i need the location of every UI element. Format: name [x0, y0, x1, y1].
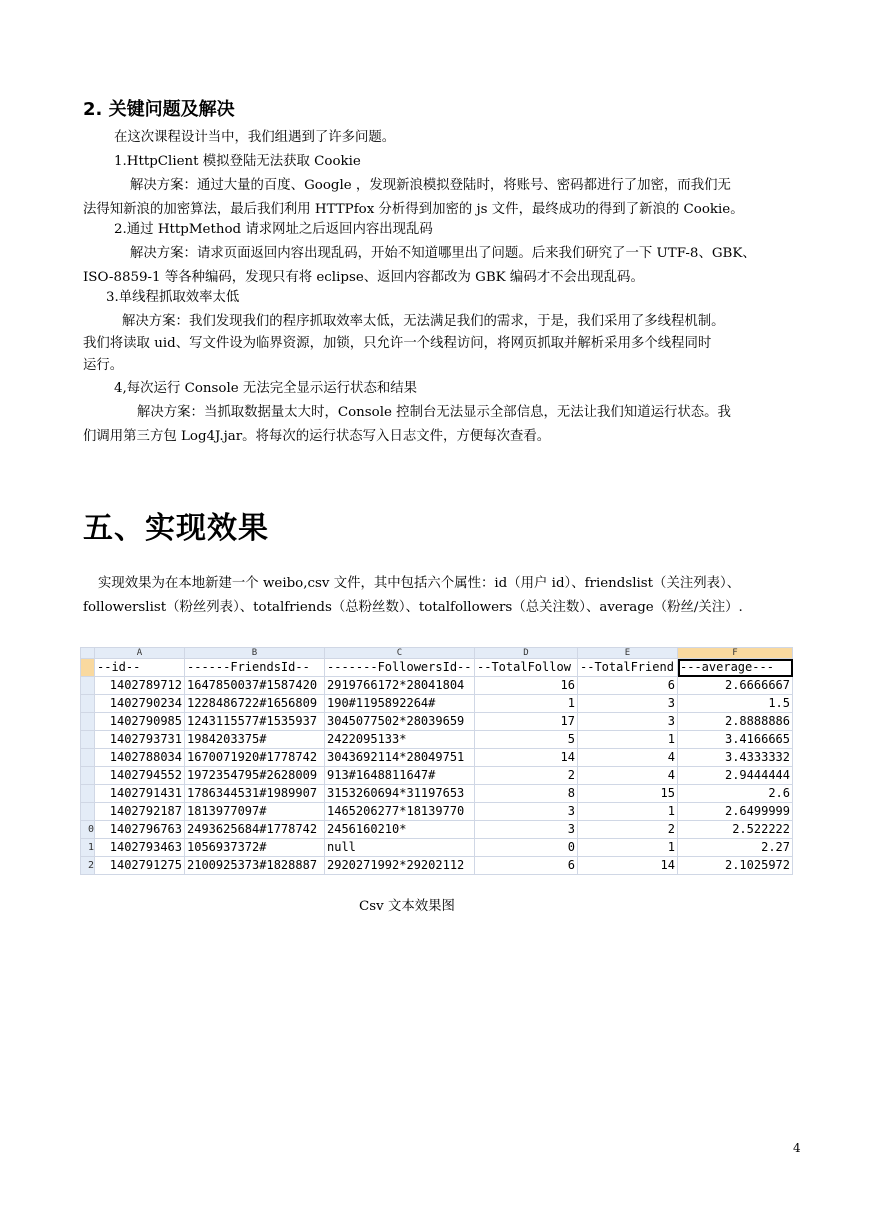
table-cell[interactable]: 190#1195892264#: [325, 695, 475, 713]
solution-line: 法得知新浪的加密算法，最后我们利用 HTTPfox 分析得到加密的 js 文件，最终成功的得到了新浪的 Cookie。: [83, 202, 744, 217]
header-cell[interactable]: --TotalFriend: [578, 659, 678, 677]
table-cell[interactable]: 2.27: [678, 839, 793, 857]
problem-title: 3.单线程抓取效率太低: [106, 290, 240, 305]
table-cell[interactable]: 3045077502*28039659: [325, 713, 475, 731]
solution-line: 解决方案：请求页面返回内容出现乱码，开始不知道哪里出了问题。后来我们研究了一下 UTF-8、GBK、: [130, 246, 756, 261]
row-label: [81, 767, 95, 785]
table-cell[interactable]: 2456160210*: [325, 821, 475, 839]
table-cell[interactable]: 1402791431: [95, 785, 185, 803]
table-cell[interactable]: 1402791275: [95, 857, 185, 875]
table-row: [81, 785, 793, 803]
table-row: [81, 767, 793, 785]
table-cell[interactable]: 1243115577#1535937: [185, 713, 325, 731]
table-cell[interactable]: 1402788034: [95, 749, 185, 767]
table-cell[interactable]: 2920271992*29202112: [325, 857, 475, 875]
table-cell[interactable]: 3: [578, 695, 678, 713]
table-cell[interactable]: 2: [475, 767, 578, 785]
table-cell[interactable]: 3.4333332: [678, 749, 793, 767]
column-letter[interactable]: F: [678, 648, 793, 659]
table-cell[interactable]: 8: [475, 785, 578, 803]
solution-line: 我们将读取 uid、写文件设为临界资源，加锁，只允许一个线程访问，将网页抓取并解析采用多个线程同时: [83, 336, 712, 351]
spreadsheet-table: [80, 647, 793, 875]
table-cell[interactable]: 1786344531#1989907: [185, 785, 325, 803]
table-cell[interactable]: 1402794552: [95, 767, 185, 785]
solution-line: 解决方案：当抓取数据量太大时，Console 控制台无法显示全部信息，无法让我们知道运行状态。我: [137, 405, 731, 420]
header-row: [81, 659, 793, 677]
table-cell[interactable]: 913#1648811647#: [325, 767, 475, 785]
table-cell[interactable]: 1402793731: [95, 731, 185, 749]
table-cell[interactable]: 14: [578, 857, 678, 875]
table-cell[interactable]: 1984203375#: [185, 731, 325, 749]
table-cell[interactable]: 1402796763: [95, 821, 185, 839]
header-cell[interactable]: ------FriendsId--: [185, 659, 325, 677]
section-heading: 2. 关键问题及解决: [83, 99, 235, 120]
table-row: [81, 731, 793, 749]
row-label: [81, 803, 95, 821]
problem-title: 2.通过 HttpMethod 请求网址之后返回内容出现乱码: [114, 222, 433, 237]
table-cell[interactable]: 1402793463: [95, 839, 185, 857]
table-cell[interactable]: 1647850037#1587420: [185, 677, 325, 695]
table-cell[interactable]: 6: [578, 677, 678, 695]
csv-spreadsheet: [80, 647, 805, 883]
table-cell[interactable]: 1228486722#1656809: [185, 695, 325, 713]
row-label: [81, 731, 95, 749]
table-cell[interactable]: 5: [475, 731, 578, 749]
table-cell[interactable]: 1402790234: [95, 695, 185, 713]
table-row: [81, 821, 793, 839]
problem-title: 1.HttpClient 模拟登陆无法获取 Cookie: [114, 154, 361, 169]
table-cell[interactable]: 2.8888886: [678, 713, 793, 731]
row-label: [81, 749, 95, 767]
intro-paragraph: 在这次课程设计当中，我们组遇到了许多问题。: [114, 130, 396, 145]
table-cell[interactable]: 2.9444444: [678, 767, 793, 785]
table-cell[interactable]: 1: [475, 695, 578, 713]
table-cell[interactable]: 3043692114*28049751: [325, 749, 475, 767]
table-cell[interactable]: 3: [475, 821, 578, 839]
table-cell[interactable]: 15: [578, 785, 678, 803]
column-letter[interactable]: E: [578, 648, 678, 659]
table-row: [81, 839, 793, 857]
table-cell[interactable]: 1.5: [678, 695, 793, 713]
table-cell[interactable]: 2.6: [678, 785, 793, 803]
table-cell[interactable]: 2.522222: [678, 821, 793, 839]
table-row: [81, 677, 793, 695]
table-cell[interactable]: 2.6666667: [678, 677, 793, 695]
description-line: followerslist（粉丝列表）、totalfriends（总粉丝数）、totalfollowers（总关注数）、average（粉丝/关注）.: [83, 600, 743, 615]
table-cell[interactable]: 2919766172*28041804: [325, 677, 475, 695]
table-cell[interactable]: 17: [475, 713, 578, 731]
table-cell[interactable]: 1: [578, 731, 678, 749]
row-label: [81, 659, 95, 677]
table-cell[interactable]: 1972354795#2628009: [185, 767, 325, 785]
column-header-row: [81, 648, 793, 659]
table-cell[interactable]: 1: [578, 839, 678, 857]
row-label: [81, 677, 95, 695]
table-cell[interactable]: 2.1025972: [678, 857, 793, 875]
figure-caption: Csv 文本效果图: [359, 899, 455, 914]
table-row: [81, 713, 793, 731]
row-label: [81, 785, 95, 803]
table-cell[interactable]: 16: [475, 677, 578, 695]
table-cell[interactable]: 14: [475, 749, 578, 767]
table-cell[interactable]: 6: [475, 857, 578, 875]
table-cell[interactable]: 1402790985: [95, 713, 185, 731]
column-letter[interactable]: A: [95, 648, 185, 659]
table-cell[interactable]: 4: [578, 767, 678, 785]
column-letter[interactable]: D: [475, 648, 578, 659]
row-label: 1: [81, 839, 95, 857]
header-cell-active[interactable]: ---average---: [678, 659, 793, 677]
table-cell[interactable]: 2100925373#1828887: [185, 857, 325, 875]
table-row: [81, 803, 793, 821]
header-cell[interactable]: --TotalFollow: [475, 659, 578, 677]
table-cell[interactable]: 4: [578, 749, 678, 767]
corner-cell: [81, 648, 95, 659]
table-cell[interactable]: 3.4166665: [678, 731, 793, 749]
table-cell[interactable]: 0: [475, 839, 578, 857]
table-cell[interactable]: 3: [475, 803, 578, 821]
column-letter[interactable]: B: [185, 648, 325, 659]
table-row: [81, 695, 793, 713]
table-cell[interactable]: 3: [578, 713, 678, 731]
table-cell[interactable]: 1465206277*18139770: [325, 803, 475, 821]
solution-line: ISO-8859-1 等各种编码，发现只有将 eclipse、返回内容都改为 GBK 编码才不会出现乱码。: [83, 270, 644, 285]
row-label: 0: [81, 821, 95, 839]
description-line: 实现效果为在本地新建一个 weibo,csv 文件，其中包括六个属性：id（用户 id）、friendslist（关注列表）、: [98, 576, 741, 591]
table-cell[interactable]: 2493625684#1778742: [185, 821, 325, 839]
table-cell[interactable]: 2422095133*: [325, 731, 475, 749]
table-cell[interactable]: 1: [578, 803, 678, 821]
table-cell[interactable]: 1670071920#1778742: [185, 749, 325, 767]
table-cell[interactable]: 1056937372#: [185, 839, 325, 857]
row-label: [81, 695, 95, 713]
table-cell[interactable]: 2: [578, 821, 678, 839]
table-row: [81, 749, 793, 767]
table-cell[interactable]: 2.6499999: [678, 803, 793, 821]
row-label: 2: [81, 857, 95, 875]
table-cell[interactable]: 3153260694*31197653: [325, 785, 475, 803]
header-cell[interactable]: --id--: [95, 659, 185, 677]
chapter-heading: 五、实现效果: [83, 511, 269, 546]
row-label: [81, 713, 95, 731]
solution-line: 解决方案：通过大量的百度、Google ，发现新浪模拟登陆时，将账号、密码都进行了加密，而我们无: [130, 178, 731, 193]
page-number: 4: [793, 1141, 801, 1155]
column-letter[interactable]: C: [325, 648, 475, 659]
problem-title: 4,每次运行 Console 无法完全显示运行状态和结果: [114, 381, 418, 396]
table-row: [81, 857, 793, 875]
header-cell[interactable]: -------FollowersId--: [325, 659, 475, 677]
table-cell[interactable]: 1813977097#: [185, 803, 325, 821]
table-cell[interactable]: 1402789712: [95, 677, 185, 695]
table-cell[interactable]: 1402792187: [95, 803, 185, 821]
solution-line: 们调用第三方包 Log4J.jar。将每次的运行状态写入日志文件，方便每次查看。: [83, 429, 551, 444]
table-cell[interactable]: null: [325, 839, 475, 857]
solution-line: 解决方案：我们发现我们的程序抓取效率太低，无法满足我们的需求，于是，我们采用了多线程机制。: [122, 314, 725, 329]
solution-line: 运行。: [83, 358, 124, 373]
